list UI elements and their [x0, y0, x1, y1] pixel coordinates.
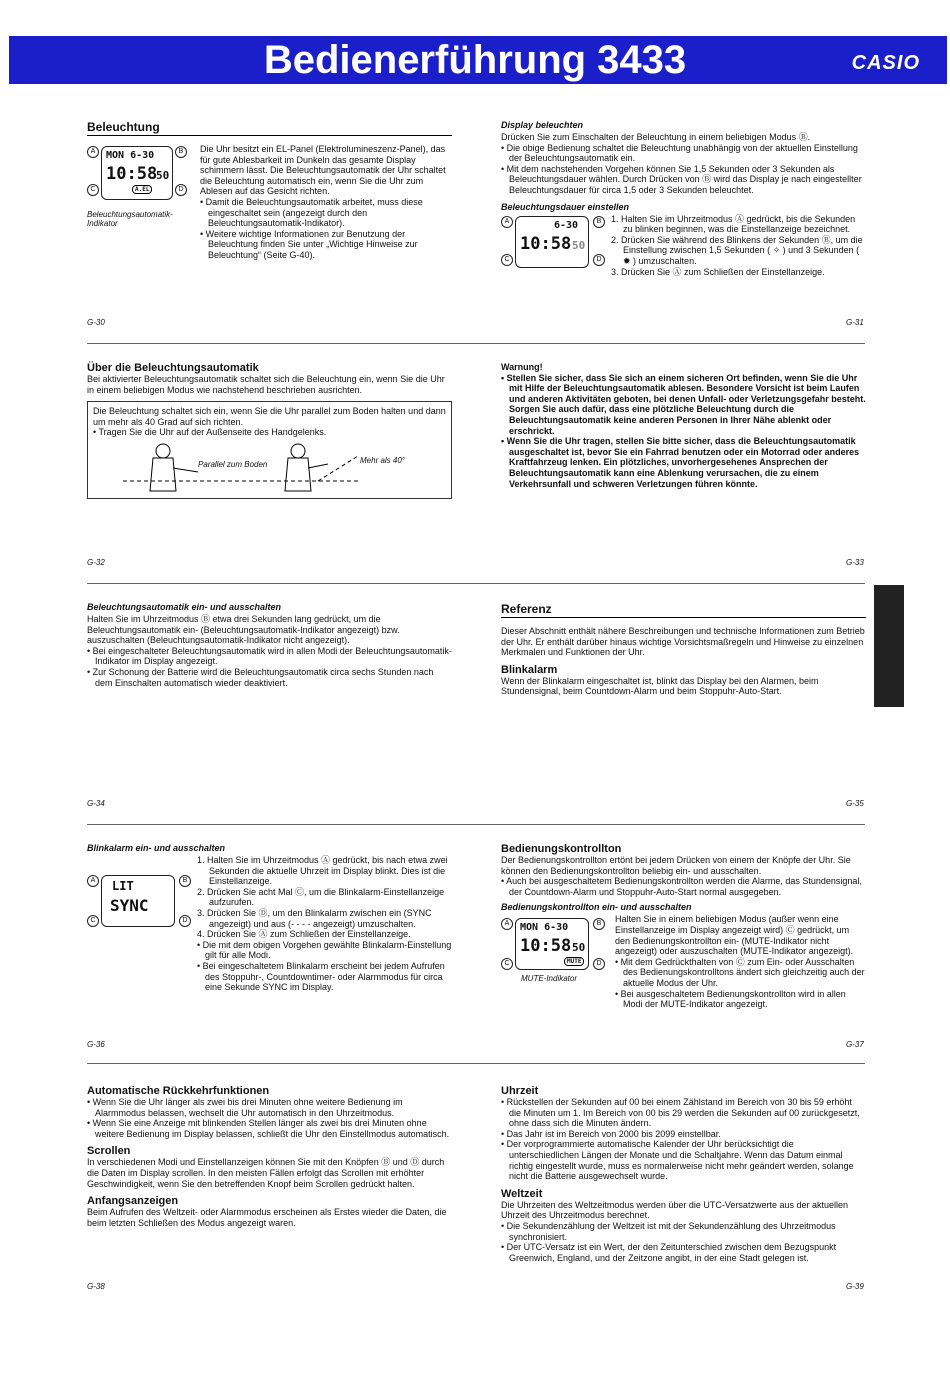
step-item: 1. Halten Sie im Uhrzeitmodus Ⓐ gedrückt, bis nach etwa zwei Sekunden die aktuelle Uhrzeit im Display blinkt. Dies ist die Einstellanzeige.	[197, 855, 448, 887]
bullet-item: • Bei ausgeschaltetem Bedienungskontrollton wird in allen Modi der MUTE-Indikator angezeigt.	[615, 988, 846, 1010]
section-heading: Referenz	[501, 602, 552, 616]
page-g33	[501, 362, 866, 489]
watch-display: MON 6-30 10:58 50 A.EL	[101, 146, 173, 200]
section-heading: Scrollen	[87, 1145, 131, 1158]
auto-light-indicator: A.EL	[132, 185, 152, 194]
step-item: 2. Drücken Sie während des Blinkens der Sekunden Ⓑ, um die Einstellung zwischen 1,5 Sekunden ( ✧ ) und 3 Sekunden ( ✹ ) umzuschalten.	[611, 234, 863, 266]
bullet-item: • Mit dem nachstehenden Vorgehen können Sie 1,5 Sekunden oder 3 Sekunden als Beleuchtungsdauer wählen. Durch Drücken von Ⓑ wird das Display je nach eingestellter Beleuchtungsdauer für circa 1,5 oder 3 Sekunden beleuchtet.	[501, 163, 862, 195]
step-item: 2. Drücken Sie acht Mal Ⓒ, um die Blinkalarm-Einstellanzeige aufzurufen.	[197, 886, 445, 908]
bullet-item: • Die Sekundenzählung der Weltzeit ist mit der Sekundenzählung des Uhrzeitmodus synchronisiert.	[501, 1220, 836, 1242]
page-g35	[501, 602, 866, 697]
bullet-item: • Damit die Beleuchtungsautomatik arbeitet, muss diese eingeschaltet sein (angezeigt durch den Beleuchtungsautomatik-Indikator).	[200, 196, 423, 229]
paragraph: Bei aktivierter Beleuchtungsautomatik schaltet sich die Beleuchtung ein, wenn Sie die Uhr in einem beliebigen Modus wie nachstehend beschrieben ausrichten.	[87, 374, 445, 395]
subheading: Display beleuchten	[501, 120, 584, 130]
paragraph: Drücken Sie zum Einschalten der Beleuchtung in einem beliebigen Modus Ⓑ.	[501, 132, 811, 142]
figure-caption: Beleuchtungsautomatik-Indikator	[87, 210, 173, 228]
watch-display: MON 6-30 10:58 50 MUTE	[515, 918, 589, 970]
bullet-item: • Wenn Sie die Uhr länger als zwei bis drei Minuten ohne weitere Bedienung im Alarmmodus belassen, wechselt die Uhr automatisch in den Uhrzeitmodus.	[87, 1097, 403, 1118]
watch-display: LIT SYNC	[101, 875, 175, 927]
bullet-item: • Bei eingeschaltetem Blinkalarm erscheint bei jedem Aufrufen des Stoppuhr-, Countdowntimer- oder Alarmmodus für circa eine Sekunde SYNC im Display.	[197, 960, 445, 993]
bullet-item: • Das Jahr ist im Bereich von 2000 bis 2099 einstellbar.	[501, 1128, 721, 1139]
paragraph: In verschiedenen Modi und Einstellanzeigen können Sie mit den Knöpfen Ⓑ und Ⓓ durch die Daten im Display scrollen. In den meisten Fällen erfolgt das Scrollen mit erhöhter Geschwindigkeit, wenn Sie den betreffenden Knopf beim Scrollen gedrückt halten.	[87, 1157, 445, 1189]
bullet-item: • Rückstellen der Sekunden auf 00 bei einem Zählstand im Bereich von 30 bis 59 erhöht die Minuten um 1. Im Bereich von 00 bis 29 werden die Sekunden auf 00 zurückgesetzt, ohne dass sich die Minuten ändern.	[501, 1097, 860, 1129]
step-item: 3. Drücken Sie Ⓐ zum Schließen der Einstellanzeige.	[611, 266, 825, 277]
bullet-item: • Bei eingeschalteter Beleuchtungsautomatik wird in allen Modi der Beleuchtungsautomatik-Indikator im Display angezeigt.	[87, 645, 452, 667]
step-item: 3. Drücken Sie Ⓓ, um den Blinkalarm zwischen ein (SYNC angezeigt) und aus (- - - - angezeigt) umzuschalten.	[197, 907, 432, 929]
page-number: G-37	[846, 1040, 864, 1049]
bullet-item: • Wenn Sie die Uhr tragen, stellen Sie bitte sicher, dass die Beleuchtungsautomatik ausgeschaltet ist, bevor Sie ein Fahrrad benutzen oder ein Motorrad oder anderes Kraftfahrzeug lenken. Ein plötzliches, unvorhergesehenes Ansprechen der Beleuchtungsautomatik kann eine Ablenkung verursachen, die zu einem Verkehrsunfall und schweren Verletzungen führen könnte.	[501, 436, 860, 489]
subheading: Blinkalarm ein- und ausschalten	[87, 843, 226, 853]
bullet-item: • Mit dem Gedrückthalten von Ⓒ zum Ein- oder Ausschalten des Bedienungskontrolltons ändert sich gleichzeitig auch der aktuelle Modus der Uhr.	[615, 956, 865, 988]
step-item: 4. Drücken Sie Ⓐ zum Schließen der Einstellanzeige.	[197, 929, 411, 940]
divider	[87, 583, 865, 584]
step-item: 1. Halten Sie im Uhrzeitmodus Ⓐ gedrückt, bis die Sekunden zu blinken beginnen, was die Einstellanzeige bezeichnet.	[611, 213, 856, 235]
page-number: G-36	[87, 1040, 105, 1049]
bullet-item: • Weitere wichtige Informationen zur Benutzung der Beleuchtung finden Sie unter „Wichtige Hinweise zur Beleuchtung“ (Seite G-40).	[200, 228, 418, 260]
page-g37	[501, 843, 866, 1010]
section-heading: Bedienungskontrollton	[501, 843, 622, 855]
subheading: Beleuchtungsdauer einstellen	[501, 201, 630, 212]
warning-title: Warnung!	[501, 362, 543, 372]
bullet-item: • Der vorprogrammierte automatische Kalender der Uhr berücksichtigt die unterschiedlichen Längen der Monate und die Schaltjahre. Wenn das Datum einmal richtig eingestellt wurde, muss es normalerweise nicht mehr geändert werden, solange nicht die Batterie ausgewechselt wurde.	[501, 1139, 854, 1182]
divider	[87, 1063, 865, 1064]
page-number: G-39	[846, 1282, 864, 1291]
page-g36	[87, 843, 452, 993]
section-heading: Über die Beleuchtungsautomatik	[87, 362, 259, 374]
watch-figure: A B C D 6-30 10:58 50	[501, 214, 605, 272]
divider	[87, 824, 865, 825]
page-g34	[87, 602, 452, 688]
section-tab	[874, 585, 904, 707]
bullet-item: • Stellen Sie sicher, dass Sie sich an einem sicheren Ort befinden, wenn Sie die Uhr mit Hilfe der Beleuchtungsautomatik ablesen. Besondere Vorsicht ist beim Laufen und anderen Aktivitäten geboten, bei denen Unfall- oder Verletzungsgefahr besteht. Sorgen Sie auch dafür, dass eine plötzliche Beleuchtung durch die Beleuchtungsautomatik keine anderen Personen in Ihrer Nähe ablenkt oder erschrickt.	[501, 372, 866, 436]
section-heading: Automatische Rückkehrfunktionen	[87, 1085, 270, 1097]
paragraph: Die Uhr besitzt ein EL-Panel (Elektrolumineszenz-Panel), das für gute Ablesbarkeit im Dunkeln das gesamte Display schimmern lässt. Die Beleuchtungsautomatik der Uhr schaltet die Beleuchtung automatisch ein, wenn Sie die Uhr zum Ablesen auf das Gesicht richten.	[200, 144, 446, 197]
paragraph: Die Uhrzeiten des Weltzeitmodus werden über die UTC-Versatzwerte aus der aktuellen Uhrzeit des Uhrzeitmodus berechnet.	[501, 1199, 848, 1221]
section-heading: Uhrzeit	[501, 1085, 539, 1097]
page-number: G-30	[87, 318, 105, 327]
paragraph: Der Bedienungskontrollton ertönt bei jedem Drücken von einem der Knöpfe der Uhr. Sie können den Bedienungskontrollton beliebig ein- und ausschalten.	[501, 855, 851, 876]
page-g31	[501, 120, 866, 277]
bullet-item: • Die obige Bedienung schaltet die Beleuchtung unabhängig von der aktuellen Einstellung der Beleuchtungsautomatik ein.	[501, 142, 858, 164]
paragraph: Beim Aufrufen des Weltzeit- oder Alarmmodus erscheinen als Erstes wieder die Daten, die beim letzten Schließen des Modus angezeigt waren.	[87, 1207, 447, 1228]
page-number: G-31	[846, 318, 864, 327]
page-number: G-33	[846, 558, 864, 567]
paragraph: Wenn der Blinkalarm eingeschaltet ist, blinkt das Display bei den Alarmen, beim Stundensignal, beim Countdown-Alarm und beim Stoppuhr-Auto-Start.	[501, 675, 819, 697]
brand-logo: CASIO	[851, 52, 920, 74]
button-c-label: C	[87, 184, 99, 196]
subheading: Bedienungskontrollton ein- und ausschalten	[501, 902, 692, 913]
wrist-illustration	[118, 436, 418, 494]
watch-display: 6-30 10:58 50	[515, 216, 589, 268]
info-box: Die Beleuchtung schaltet sich ein, wenn Sie die Uhr parallel zum Boden halten und dann um mehr als 40 Grad auf sich richten. • Tragen Sie die Uhr auf der Außenseite des Handgelenks. Parallel zum Boden Mehr als 40°	[87, 401, 452, 499]
paragraph: Halten Sie im Uhrzeitmodus Ⓑ etwa drei Sekunden lang gedrückt, um die Beleuchtungsautomatik ein- (Beleuchtungsautomatik-Indikator angezeigt) bzw. auszuschalten (Beleuchtungsautomatik-Indikator nicht angezeigt).	[87, 614, 400, 646]
page-number: G-38	[87, 1282, 105, 1291]
figure-label: Mehr als 40°	[360, 456, 405, 466]
figure-caption: MUTE-Indikator	[521, 974, 578, 984]
bullet-item: • Die mit dem obigen Vorgehen gewählte Blinkalarm-Einstellung gilt für alle Modi.	[197, 939, 452, 961]
page-number: G-35	[846, 799, 864, 808]
page-g39	[501, 1085, 866, 1263]
bullet-item: • Auch bei ausgeschaltetem Bedienungskontrollton werden die Alarme, das Stundensignal, der Countdown-Alarm und Stoppuhr-Auto-Start normal ausgegeben.	[501, 876, 862, 897]
button-a-label: A	[87, 146, 99, 158]
page-number: G-34	[87, 799, 105, 808]
watch-figure	[87, 144, 192, 261]
section-heading: Anfangsanzeigen	[87, 1195, 179, 1208]
paragraph: Halten Sie in einem beliebigen Modus (außer wenn eine Einstellanzeige im Display angezeigt wird) Ⓒ gedrückt, um den Bedienungskontrollton ein- (MUTE-Indikator nicht angezeigt) oder auszuschalten (MUTE-Indikator angezeigt).	[615, 914, 854, 957]
bullet-item: • Zur Schonung der Batterie wird die Beleuchtungsautomatik circa sechs Stunden nach dem Einschalten automatisch wieder deaktiviert.	[87, 666, 434, 688]
paragraph: Dieser Abschnitt enthält nähere Beschreibungen und technische Informationen zum Betrieb der Uhr. Er enthält darüber hinaus wichtige Vorsichtsmaßregeln und Hinweise zu einzelnen Merkmalen und Funktionen der Uhr.	[501, 626, 865, 658]
divider	[87, 343, 865, 344]
page-title: Bedienerführung 3433	[263, 38, 687, 82]
page-number: G-32	[87, 558, 105, 567]
button-d-label: D	[175, 184, 187, 196]
watch-figure: A B C D MON 6-30 10:58 50 MUTE MUTE-Indikator	[501, 914, 609, 1009]
mute-indicator: MUTE	[564, 957, 584, 966]
section-heading: Weltzeit	[501, 1187, 543, 1200]
figure-label: Parallel zum Boden	[198, 460, 268, 470]
subheading: Beleuchtungsautomatik ein- und ausschalten	[87, 602, 282, 612]
page-g38	[87, 1085, 452, 1228]
page-g30	[87, 120, 452, 261]
section-heading: Blinkalarm	[501, 663, 558, 676]
page-g32	[87, 362, 452, 499]
section-heading: Beleuchtung	[87, 120, 160, 134]
bullet-item: • Der UTC-Versatz ist ein Wert, der den Zeitunterschied zwischen dem Bezugspunkt Greenwich, England, und der Zeitzone angibt, in der eine Stadt gelegen ist.	[501, 1242, 837, 1263]
bullet-item: • Wenn Sie eine Anzeige mit blinkenden Stellen länger als zwei bis drei Minuten ohne weitere Bedienung im Display belassen, schließt die Uhr den Einstellmodus automatisch.	[87, 1118, 450, 1139]
button-b-label: B	[175, 146, 187, 158]
watch-figure: A B C D LIT SYNC	[87, 855, 191, 915]
